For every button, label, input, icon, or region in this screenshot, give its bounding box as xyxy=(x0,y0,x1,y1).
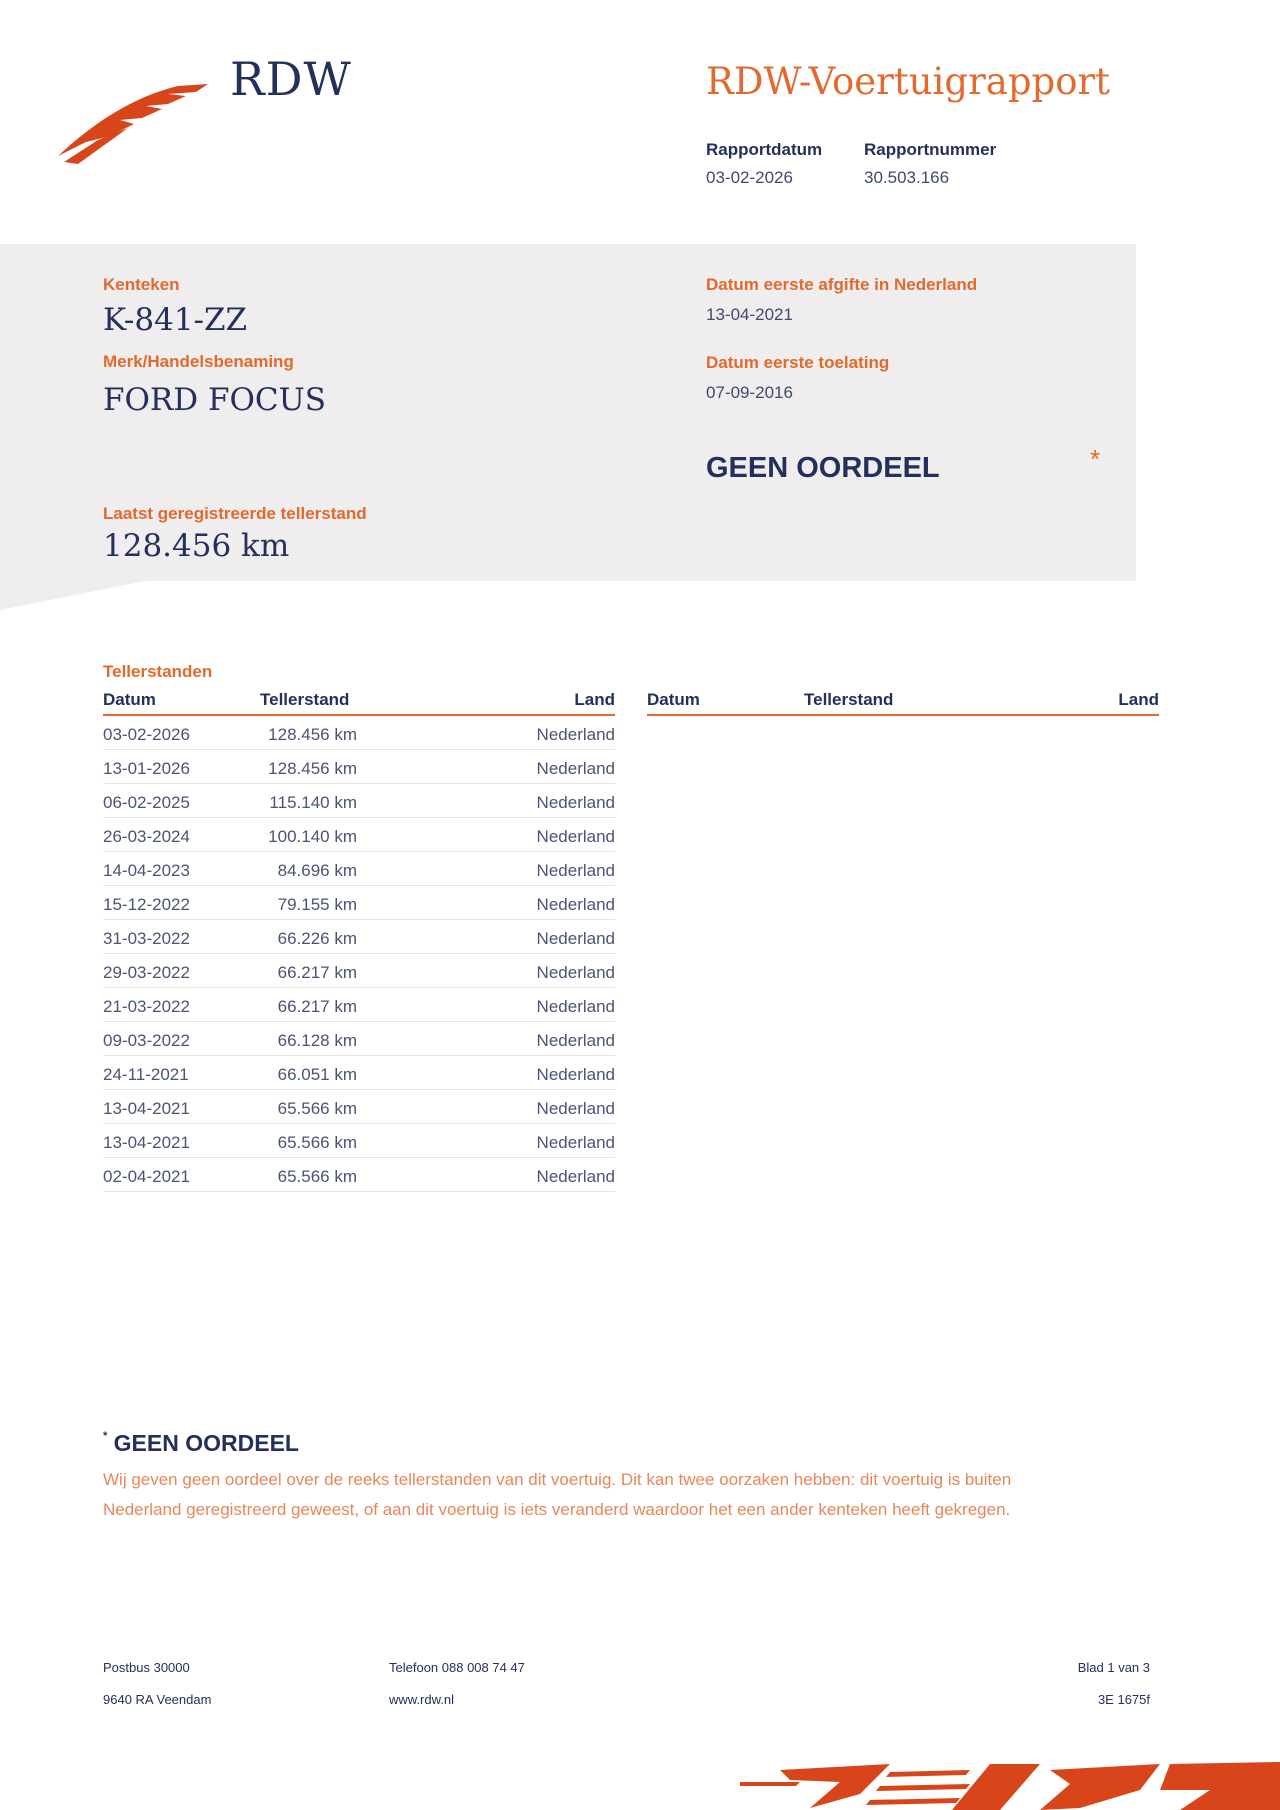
row-reading: 128.456 km xyxy=(268,725,357,744)
table-row xyxy=(103,954,615,988)
table-row xyxy=(103,1056,615,1090)
footnote-title xyxy=(103,1430,299,1457)
table-row xyxy=(103,988,615,1022)
row-reading: 65.566 km xyxy=(277,1099,357,1118)
first-issue-nl-label: Datum eerste afgifte in Nederland xyxy=(706,275,978,294)
row-date: 15-12-2022 xyxy=(103,895,190,914)
row-reading: 66.217 km xyxy=(277,963,357,982)
row-country: Nederland xyxy=(536,827,615,846)
table-row xyxy=(103,1022,615,1056)
row-date: 02-04-2021 xyxy=(103,1167,190,1186)
verdict-text: GEEN OORDEEL xyxy=(706,452,940,484)
row-country: Nederland xyxy=(536,1065,615,1084)
row-reading: 115.140 km xyxy=(269,793,357,812)
plate-label: Kenteken xyxy=(103,275,180,294)
row-date: 13-04-2021 xyxy=(103,1133,190,1152)
brand-name: RDW xyxy=(230,52,352,106)
odometer-table-title: Tellerstanden xyxy=(103,662,213,681)
make-label: Merk/Handelsbenaming xyxy=(103,352,294,371)
row-country: Nederland xyxy=(536,759,615,778)
table-row xyxy=(103,1158,615,1192)
table-header xyxy=(103,690,615,716)
row-country: Nederland xyxy=(536,1133,615,1152)
row-date: 21-03-2022 xyxy=(103,997,190,1016)
footnote-marker: * xyxy=(103,1430,108,1442)
header-date-right: Datum xyxy=(647,690,700,709)
table-row xyxy=(103,818,615,852)
make-value: FORD FOCUS xyxy=(103,382,326,418)
row-reading: 66.051 km xyxy=(277,1065,357,1084)
table-row xyxy=(103,852,615,886)
table-header-right xyxy=(647,690,1159,716)
row-date: 03-02-2026 xyxy=(103,725,190,744)
row-country: Nederland xyxy=(536,895,615,914)
panel-tail xyxy=(0,580,150,610)
row-reading: 100.140 km xyxy=(268,827,357,846)
verdict-marker: * xyxy=(1090,444,1101,474)
row-reading: 66.226 km xyxy=(277,929,357,948)
footer-page: Blad 1 van 3 xyxy=(1077,1660,1150,1675)
odometer-table-right xyxy=(647,690,1159,716)
odometer-label: Laatst geregistreerde tellerstand xyxy=(103,504,367,523)
row-reading: 65.566 km xyxy=(277,1133,357,1152)
first-admission-value: 07-09-2016 xyxy=(706,383,793,402)
row-country: Nederland xyxy=(536,1167,615,1186)
table-row xyxy=(103,920,615,954)
footer-po-box: Postbus 30000 xyxy=(103,1660,190,1675)
row-reading: 66.128 km xyxy=(277,1031,357,1050)
row-date: 13-04-2021 xyxy=(103,1099,190,1118)
row-country: Nederland xyxy=(536,1099,615,1118)
header-date: Datum xyxy=(103,690,156,709)
footnote-title-text: GEEN OORDEEL xyxy=(113,1430,299,1456)
row-country: Nederland xyxy=(536,929,615,948)
row-country: Nederland xyxy=(536,793,615,812)
table-row xyxy=(103,1090,615,1124)
table-row xyxy=(103,1124,615,1158)
row-date: 31-03-2022 xyxy=(103,929,190,948)
header-reading: Tellerstand xyxy=(260,690,350,709)
first-admission-label: Datum eerste toelating xyxy=(706,353,890,372)
footer-website[interactable]: www.rdw.nl xyxy=(389,1692,455,1707)
row-reading: 128.456 km xyxy=(268,759,357,778)
row-country: Nederland xyxy=(536,997,615,1016)
row-date: 06-02-2025 xyxy=(103,793,190,812)
footer-phone: Telefoon 088 008 74 47 xyxy=(389,1660,525,1675)
row-reading: 79.155 km xyxy=(277,895,357,914)
decorative-stripes xyxy=(740,1760,1280,1810)
report-number-label: Rapportnummer xyxy=(864,140,997,159)
rdw-logo xyxy=(58,78,208,164)
header-reading-right: Tellerstand xyxy=(804,690,894,709)
odometer-value: 128.456 km xyxy=(103,528,290,564)
row-country: Nederland xyxy=(536,1031,615,1050)
footnote-text: Wij geven geen oordeel over de reeks tellerstanden van dit voertuig. Dit kan twee oorzaken hebben: dit voertuig is buiten Nederland geregistreerd geweest, of aan dit voertuig is iets veranderd waardoor het een ander kenteken heeft gekregen. xyxy=(103,1470,1012,1519)
row-date: 26-03-2024 xyxy=(103,827,190,846)
table-row xyxy=(103,750,615,784)
row-country: Nederland xyxy=(536,725,615,744)
row-date: 13-01-2026 xyxy=(103,759,190,778)
report-title: RDW-Voertuigrapport xyxy=(706,60,1111,103)
table-row xyxy=(103,716,615,750)
report-date-value: 03-02-2026 xyxy=(706,168,793,187)
report-date-label: Rapportdatum xyxy=(706,140,823,159)
header-country-right: Land xyxy=(1118,690,1159,709)
row-country: Nederland xyxy=(536,861,615,880)
row-date: 14-04-2023 xyxy=(103,861,190,880)
table-row xyxy=(103,886,615,920)
row-date: 24-11-2021 xyxy=(103,1065,189,1084)
row-date: 29-03-2022 xyxy=(103,963,190,982)
footer-code: 3E 1675f xyxy=(1097,1692,1150,1707)
report-number-value: 30.503.166 xyxy=(864,168,950,187)
table-body xyxy=(103,716,615,1192)
first-issue-nl-value: 13-04-2021 xyxy=(706,305,793,324)
header-country: Land xyxy=(574,690,615,709)
plate-value: K-841-ZZ xyxy=(103,302,248,338)
row-reading: 84.696 km xyxy=(277,861,357,880)
row-reading: 65.566 km xyxy=(277,1167,357,1186)
odometer-table xyxy=(103,690,615,1192)
table-row xyxy=(103,784,615,818)
row-country: Nederland xyxy=(536,963,615,982)
row-date: 09-03-2022 xyxy=(103,1031,190,1050)
footer-address: 9640 RA Veendam xyxy=(103,1692,212,1707)
row-reading: 66.217 km xyxy=(277,997,357,1016)
